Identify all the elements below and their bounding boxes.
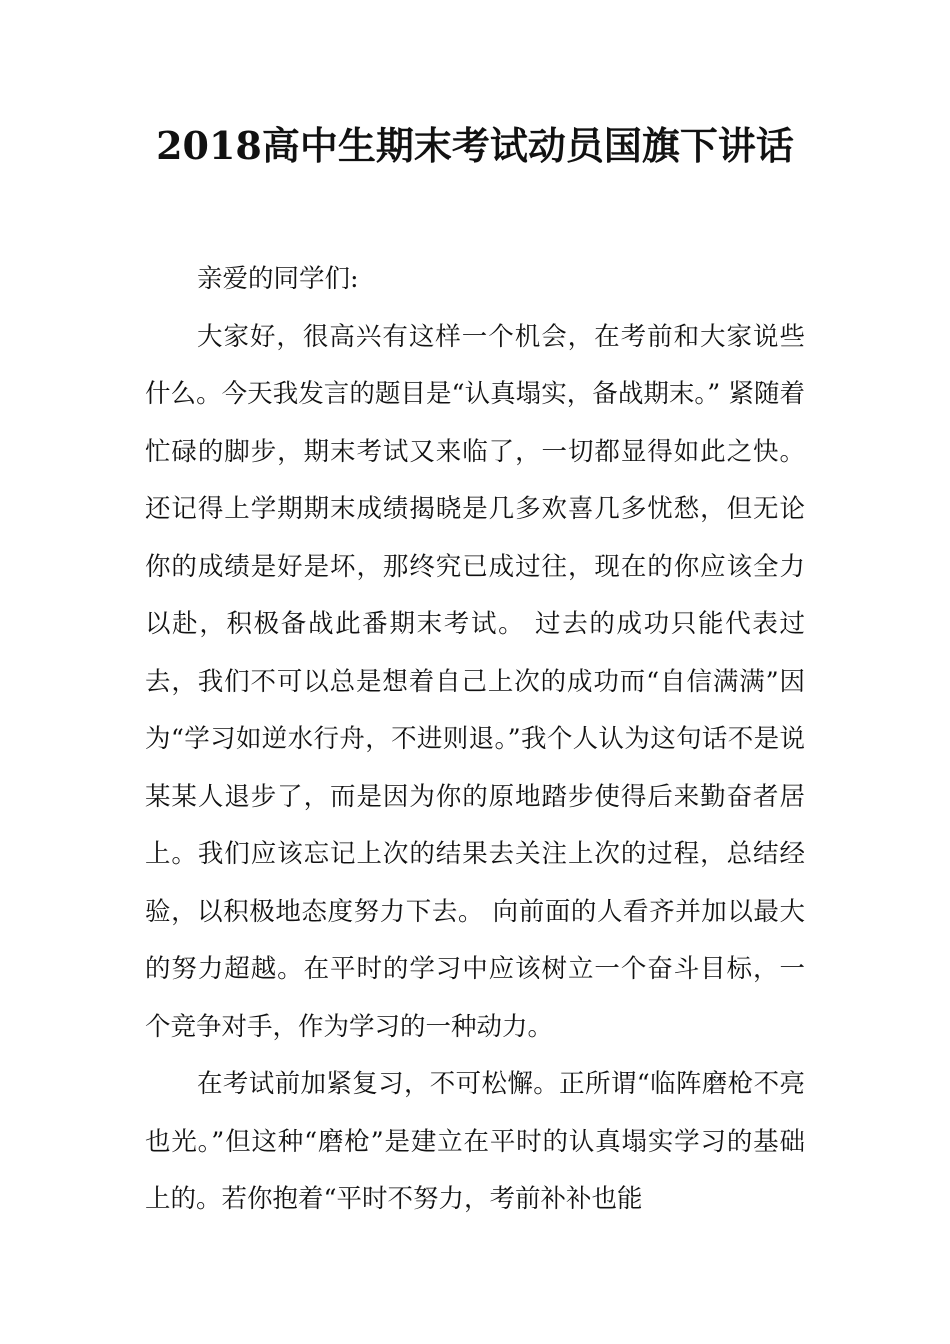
paragraph-2: 在考试前加紧复习，不可松懈。正所谓“临阵磨枪不亮也光。”但这种“磨枪”是建立在平时的认真塌实学习的基础上的。若你抱着“平时不努力，考前补补也能 <box>145 1069 805 1214</box>
document-title: 2018高中生期末考试动员国旗下讲话 <box>156 123 794 168</box>
paragraph-1: 大家好，很高兴有这样一个机会，在考前和大家说些什么。今天我发言的题目是“认真塌实，备战期末。” 紧随着忙碌的脚步，期末考试又来临了，一切都显得如此之快。还记得上学期期末成绩揭晓是几多欢喜几多忧愁，但无论你的成绩是好是坏，那终究已成过往，现在的你应该全力以赴，积极备战此番期末考试。 过去的成功只能代表过去，我们不可以总是想着自己上次的成功而“自信满满”因为“学习如逆水行舟，不进则退。”我个人认为这句话不是说某某人退步了，而是因为你的原地踏步使得后来勤奋者居上。我们应该忘记上次的结果去关注上次的过程，总结经验，以积极地态度努力下去。 向前面的人看齐并加以最大的努力超越。在平时的学习中应该树立一个奋斗目标，一个竞争对手，作为学习的一种动力。 <box>145 321 805 1042</box>
document-body <box>145 251 805 1229</box>
greeting: 亲爱的同学们: <box>197 264 359 294</box>
